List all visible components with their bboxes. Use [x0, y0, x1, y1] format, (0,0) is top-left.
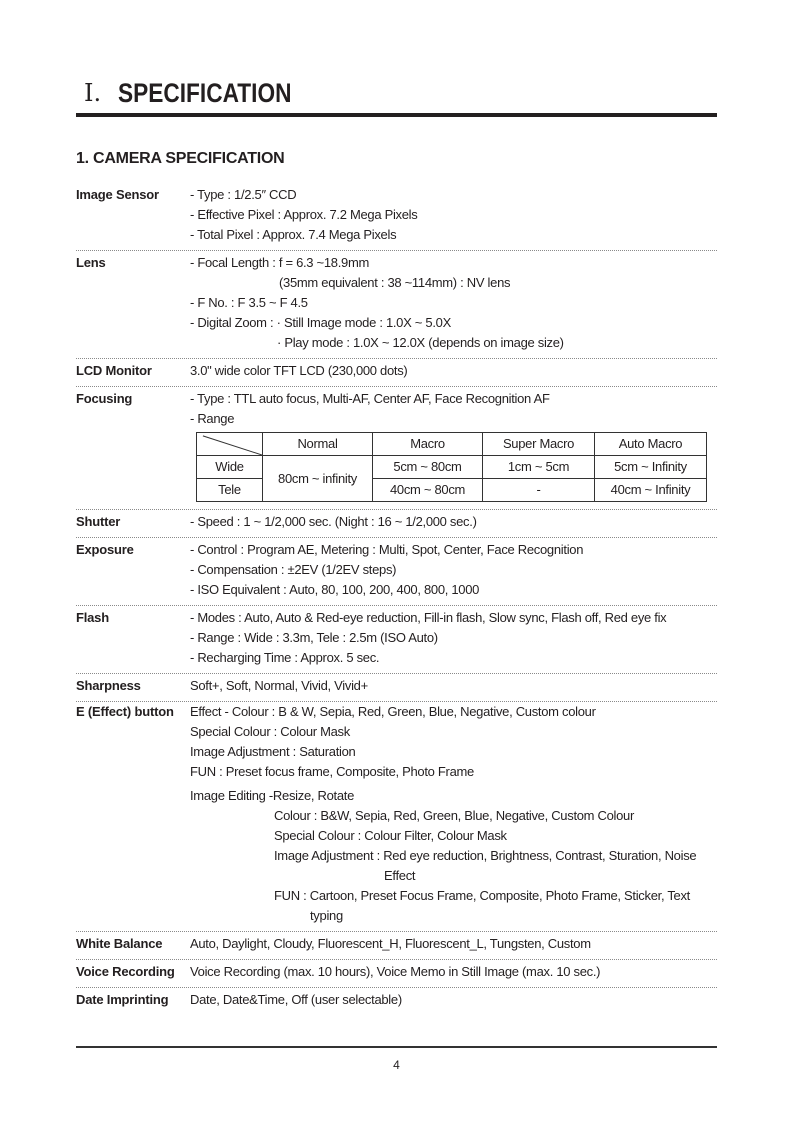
spec-value-line: Auto, Daylight, Cloudy, Fluorescent_H, Fluorescent_L, Tungsten, Custom	[190, 936, 591, 951]
spec-value	[190, 512, 717, 532]
table-header-cell: Super Macro	[483, 433, 595, 456]
spec-value	[190, 540, 717, 600]
spec-row-lens	[76, 251, 717, 359]
spec-label: Sharpness	[76, 678, 141, 693]
spec-value-line: - Digital Zoom : · Still Image mode : 1.0X ~ 5.0X	[190, 315, 451, 330]
spec-value	[190, 389, 717, 504]
spec-row-sharpness	[76, 674, 717, 702]
spec-value-line: Special Colour : Colour Filter, Colour Mask	[274, 828, 507, 843]
spec-value-line: typing	[310, 908, 343, 923]
spec-label: Image Sensor	[76, 187, 159, 202]
spec-value-line: (35mm equivalent : 38 ~114mm) : NV lens	[279, 275, 511, 290]
spec-value-line: - Range : Wide : 3.3m, Tele : 2.5m (ISO Auto)	[190, 630, 438, 645]
spec-value-line: - Control : Program AE, Metering : Multi, Spot, Center, Face Recognition	[190, 542, 584, 557]
spec-value-line: - Recharging Time : Approx. 5 sec.	[190, 650, 380, 665]
spec-value-line: - Type : 1/2.5″ CCD	[190, 187, 297, 202]
chapter-numeral: Ⅰ.	[84, 79, 102, 107]
spec-row-exposure	[76, 538, 717, 606]
spec-value-line: - Modes : Auto, Auto & Red-eye reduction, Fill-in flash, Slow sync, Flash off, Red eye fix	[190, 610, 667, 625]
diagonal-line	[197, 433, 262, 455]
spec-row-lcd-monitor	[76, 359, 717, 387]
spec-value	[190, 185, 717, 245]
table-cell: 40cm ~ 80cm	[373, 479, 483, 502]
spec-value-line: Special Colour : Colour Mask	[190, 724, 350, 739]
spec-value	[190, 253, 717, 353]
table-cell: 80cm ~ infinity	[263, 456, 373, 502]
spec-label: LCD Monitor	[76, 363, 152, 378]
title-rule	[76, 113, 717, 117]
table-cell: 5cm ~ 80cm	[373, 456, 483, 479]
spec-value	[190, 702, 717, 926]
spec-value	[190, 962, 717, 982]
spec-value-line: Effect - Colour : B & W, Sepia, Red, Green, Blue, Negative, Custom colour	[190, 704, 596, 719]
spec-label: Lens	[76, 255, 106, 270]
spec-row-focusing	[76, 387, 717, 510]
spec-value-line: Image Editing -Resize, Rotate	[190, 788, 354, 803]
table-header-cell: Macro	[373, 433, 483, 456]
spec-row-image-sensor	[76, 183, 717, 251]
spec-value-line: 3.0" wide color TFT LCD (230,000 dots)	[190, 363, 408, 378]
spec-value	[190, 361, 717, 381]
spec-label: Date Imprinting	[76, 992, 169, 1007]
table-cell: 1cm ~ 5cm	[483, 456, 595, 479]
spec-row-flash	[76, 606, 717, 674]
spec-value	[190, 608, 717, 668]
table-cell: 5cm ~ Infinity	[595, 456, 707, 479]
table-row-header: Wide	[197, 456, 263, 479]
spec-value	[190, 676, 717, 696]
spec-value-line: - ISO Equivalent : Auto, 80, 100, 200, 400, 800, 1000	[190, 582, 480, 597]
spec-label: Flash	[76, 610, 109, 625]
spec-label: Shutter	[76, 514, 121, 529]
spec-label: E (Effect) button	[76, 704, 174, 719]
chapter-title: SPECIFICATION	[118, 78, 292, 108]
spec-row-shutter	[76, 510, 717, 538]
table-row	[197, 456, 707, 479]
table-cell: 40cm ~ Infinity	[595, 479, 707, 502]
spec-value-line: Image Adjustment : Red eye reduction, Brightness, Contrast, Sturation, Noise	[274, 848, 697, 863]
spec-value-line: Date, Date&Time, Off (user selectable)	[190, 992, 402, 1007]
spec-value-line: - Total Pixel : Approx. 7.4 Mega Pixels	[190, 227, 397, 242]
spec-value-line: - Type : TTL auto focus, Multi-AF, Center AF, Face Recognition AF	[190, 391, 550, 406]
spec-value-line: Soft+, Soft, Normal, Vivid, Vivid+	[190, 678, 368, 693]
spec-value-line: - Speed : 1 ~ 1/2,000 sec. (Night : 16 ~ 1/2,000 sec.)	[190, 514, 477, 529]
spec-value-line: · Play mode : 1.0X ~ 12.0X (depends on image size)	[277, 335, 564, 350]
spec-label: Focusing	[76, 391, 133, 406]
spec-row-date-imprinting	[76, 988, 717, 1015]
focus-range-table	[196, 432, 707, 502]
spec-value-line: Effect	[384, 868, 416, 883]
spec-value-line: Voice Recording (max. 10 hours), Voice Memo in Still Image (max. 10 sec.)	[190, 964, 601, 979]
table-header-row	[197, 433, 707, 456]
table-cell: -	[483, 479, 595, 502]
page-number: 4	[393, 1058, 400, 1072]
spec-label: White Balance	[76, 936, 163, 951]
table-header-cell: Normal	[263, 433, 373, 456]
spec-value-line: - Focal Length : f = 6.3 ~18.9mm	[190, 255, 370, 270]
table-header-cell: Auto Macro	[595, 433, 707, 456]
spec-label: Exposure	[76, 542, 134, 557]
spec-row-white-balance	[76, 932, 717, 960]
spec-value-line: FUN : Preset focus frame, Composite, Photo Frame	[190, 764, 474, 779]
spec-value	[190, 934, 717, 954]
spec-value-line: - F No. : F 3.5 ~ F 4.5	[190, 295, 308, 310]
spec-value	[190, 990, 717, 1010]
spec-value-line: FUN : Cartoon, Preset Focus Frame, Composite, Photo Frame, Sticker, Text	[274, 888, 690, 903]
spec-label: Voice Recording	[76, 964, 175, 979]
spec-value-line: - Compensation : ±2EV (1/2EV steps)	[190, 562, 397, 577]
spec-value-line: - Range	[190, 411, 235, 426]
table-row-header: Tele	[197, 479, 263, 502]
spec-list	[76, 183, 717, 1015]
spec-row-voice-recording	[76, 960, 717, 988]
table-corner-cell	[197, 433, 263, 456]
spec-value-line: - Effective Pixel : Approx. 7.2 Mega Pixels	[190, 207, 418, 222]
spec-value-line: Image Adjustment : Saturation	[190, 744, 356, 759]
footer-rule	[76, 1046, 717, 1048]
spec-row-effect-button	[76, 702, 717, 932]
section-heading: 1. CAMERA SPECIFICATION	[76, 150, 285, 167]
spec-value-line: Colour : B&W, Sepia, Red, Green, Blue, Negative, Custom Colour	[274, 808, 635, 823]
